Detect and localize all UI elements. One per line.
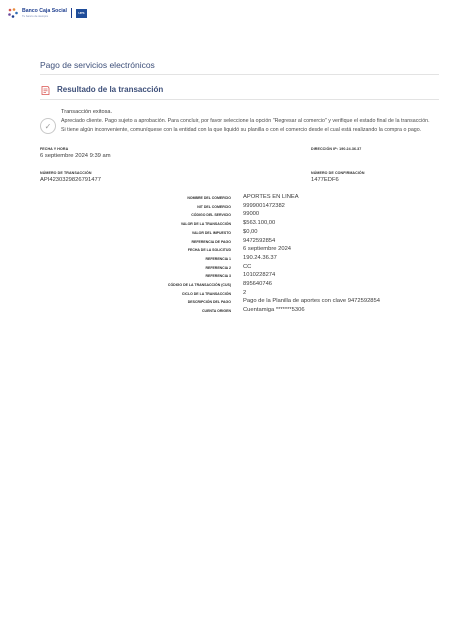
detail-row	[0, 255, 474, 264]
detail-label: CICLO DE LA TRANSACCIÓN	[181, 291, 231, 296]
brand-logo-icon	[7, 7, 19, 19]
detail-label: CÓDIGO DE LA TRANSACCIÓN (CUS)	[167, 283, 231, 287]
detail-value: CC	[243, 263, 252, 270]
detail-label: DESCRIPCIÓN DEL PAGO	[187, 300, 231, 305]
detail-row	[0, 203, 474, 212]
detail-row	[0, 298, 474, 307]
detail-row	[0, 238, 474, 247]
detail-label: REFERENCIA 1	[205, 256, 231, 261]
detail-value: 9999001472382	[243, 202, 285, 209]
detail-label: REFERENCIA DE PAGO	[191, 239, 231, 244]
detail-label: VALOR DE LA TRANSACCIÓN	[180, 222, 231, 227]
detail-row	[0, 264, 474, 273]
partner-badge: UPS	[76, 9, 87, 18]
detail-row	[0, 246, 474, 255]
detail-label: VALOR DEL IMPUESTO	[191, 230, 231, 235]
fecha-label: FECHA Y HORA	[40, 147, 69, 151]
brand-name: Banco Caja Social	[22, 7, 67, 14]
section-divider	[40, 99, 439, 100]
page-title: Pago de servicios electrónicos	[40, 60, 155, 70]
detail-row	[0, 272, 474, 281]
detail-row	[0, 307, 474, 316]
detail-row	[0, 290, 474, 299]
detail-label: CÓDIGO DEL SERVICIO	[191, 213, 231, 218]
detail-row	[0, 281, 474, 290]
detail-row	[0, 229, 474, 238]
receipt-icon	[40, 83, 51, 94]
ip-label: DIRECCIÓN IP: 190.24.36.37	[311, 147, 362, 151]
detail-value: 99000	[243, 211, 260, 218]
confirmacion-label: NÚMERO DE CONFIRMACIÓN	[311, 171, 365, 175]
section-title: Resultado de la transacción	[57, 85, 164, 94]
fecha-value: 6 septiembre 2024 9:39 am	[40, 153, 111, 159]
status-title: Transacción exitosa.	[61, 109, 113, 115]
detail-value: 1010228274	[243, 272, 276, 279]
title-divider	[40, 74, 439, 75]
detail-label: FECHA DE LA SOLICITUD	[187, 248, 231, 253]
detail-row	[0, 220, 474, 229]
detail-value: Pago de la Planilla de aportes con clave 9472592854	[243, 298, 380, 305]
detail-label: REFERENCIA 2	[205, 265, 231, 270]
transaccion-label: NÚMERO DE TRANSACCIÓN	[40, 171, 92, 175]
brand-tagline: Tu banco de siempre	[22, 13, 49, 18]
brand-header	[7, 6, 87, 20]
transaccion-value: API4230329826791477	[40, 177, 101, 183]
brand-text	[22, 9, 67, 18]
detail-value: 6 septiembre 2024	[243, 246, 292, 253]
detail-label: CUENTA ORIGEN	[202, 309, 231, 314]
detail-row	[0, 194, 474, 203]
brand-divider	[71, 8, 72, 18]
detail-label: NOMBRE DEL COMERCIO	[187, 196, 231, 200]
detail-value: $563.100,00	[243, 220, 276, 227]
detail-value: $0,00	[243, 228, 258, 235]
detail-label: REFERENCIA 3	[205, 274, 231, 279]
detail-value: 190.24.36.37	[243, 254, 277, 261]
detail-value: APORTES EN LINEA	[243, 194, 299, 200]
status-message: Apreciado cliente. Pago sujeto a aprobación. Para concluir, por favor seleccione la opción "Regresar al comercio" y verifique el estado final de la transacción. Si tiene algún inconveniente, comuníquese con la entidad con la que liquidó su planilla o con el comercio desde el cual está realizando la compra o pago.	[61, 118, 430, 133]
confirmacion-value: 1477EDF6	[311, 177, 339, 183]
detail-row	[0, 211, 474, 220]
check-icon: ✓	[40, 118, 56, 134]
detail-value: 2	[243, 289, 247, 296]
detail-label: NIT DEL COMERCIO	[197, 204, 231, 209]
detail-value: 895640746	[243, 281, 273, 287]
detail-value: Cuentamiga *******5306	[243, 307, 305, 314]
detail-value: 9472592854	[243, 237, 276, 244]
